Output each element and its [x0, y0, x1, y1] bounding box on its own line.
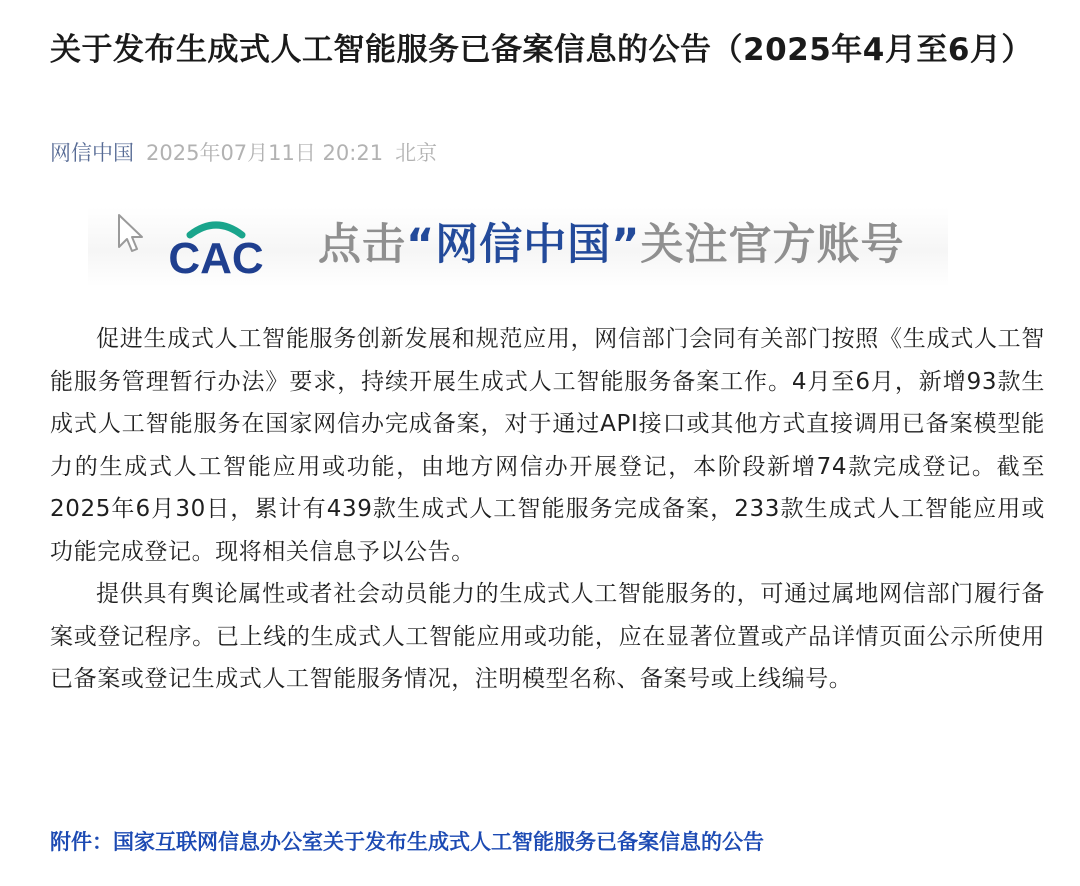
paragraph-2: 提供具有舆论属性或者社会动员能力的生成式人工智能服务的，可通过属地网信部门履行备案或登记程序。已上线的生成式人工智能应用或功能，应在显著位置或产品详情页面公示所使用已备案或登记生成式人工智能服务情况，注明模型名称、备案号或上线编号。 — [50, 581, 1045, 692]
attachment-link[interactable]: 附件：国家互联网信息办公室关于发布生成式人工智能服务已备案信息的公告 — [50, 830, 764, 854]
article-meta — [50, 138, 437, 168]
publish-date: 2025年07月11日 20:21 — [146, 141, 384, 165]
pointer-cursor-icon — [116, 213, 144, 257]
publish-location: 北京 — [395, 141, 438, 165]
source-account-link[interactable]: 网信中国 — [50, 141, 134, 165]
promo-account-name: “网信中国” — [406, 220, 641, 270]
article-title: 关于发布生成式人工智能服务已备案信息的公告（2025年4月至6月） — [50, 32, 1033, 68]
cac-logo-text: CAC — [168, 234, 264, 277]
paragraph-1: 促进生成式人工智能服务创新发展和规范应用，网信部门会同有关部门按照《生成式人工智能服务管理暂行办法》要求，持续开展生成式人工智能服务备案工作。4月至6月，新增93款生成式人工智能服务在国家网信办完成备案，对于通过API接口或其他方式直接调用已备案模型能力的生成式人工智能应用或功能，由地方网信办开展登记，本阶段新增74款完成登记。截至2025年6月30日，累计有439款生成式人工智能服务完成备案，233款生成式人工智能应用或功能完成登记。现将相关信息予以公告。 — [50, 326, 1045, 565]
banner-promo-text — [318, 217, 905, 273]
article-body — [50, 318, 1045, 701]
promo-suffix: 关注官方账号 — [640, 220, 905, 270]
promo-prefix: 点击 — [318, 220, 406, 270]
cac-logo — [150, 213, 282, 277]
follow-account-banner[interactable] — [88, 207, 948, 287]
